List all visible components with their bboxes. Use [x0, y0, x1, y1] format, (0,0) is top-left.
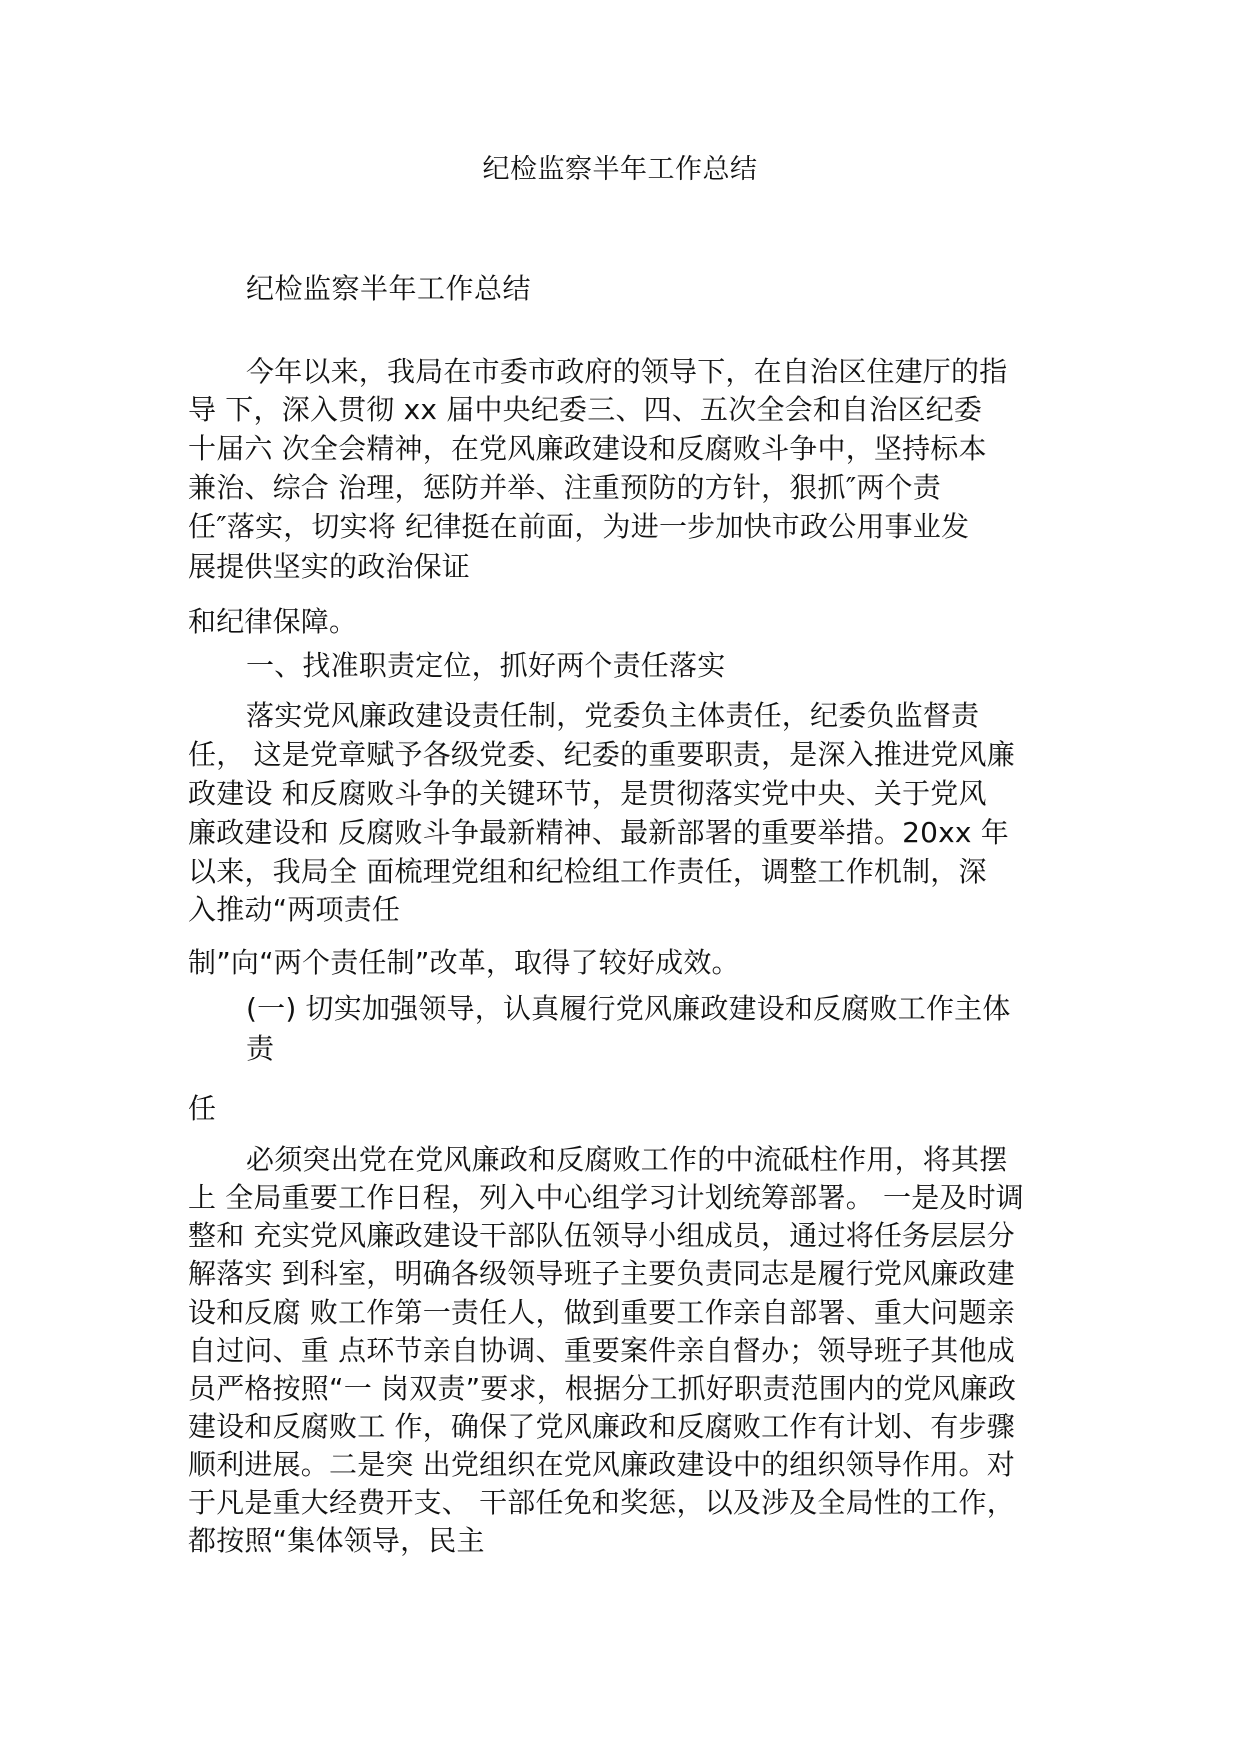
- paragraph-line: 廉政建设和 反腐败斗争最新精神、最新部署的重要举措。20xx 年: [188, 816, 1009, 849]
- paragraph-line: 入推动“两项责任: [188, 893, 401, 926]
- paragraph-line: 必须突出党在党风廉政和反腐败工作的中流砥柱作用，将其摆: [246, 1143, 1008, 1176]
- paragraph-line: 都按照“集体领导，民主: [188, 1524, 485, 1557]
- paragraph-line: 整和 充实党风廉政建设干部队伍领导小组成员，通过将任务层层分: [188, 1219, 1015, 1252]
- paragraph-line: 政建设 和反腐败斗争的关键环节，是贯彻落实党中央、关于党风: [188, 777, 987, 810]
- subsection-heading: (一) 切实加强领导，认真履行党风廉政建设和反腐败工作主体: [246, 992, 1011, 1025]
- paragraph-line: 十届六 次全会精神，在党风廉政建设和反腐败斗争中，坚持标本: [188, 432, 987, 465]
- paragraph-line: 建设和反腐败工 作，确保了党风廉政和反腐败工作有计划、有步骤: [188, 1410, 1015, 1443]
- page-title: 纪检监察半年工作总结: [482, 154, 758, 185]
- paragraph-line: 兼治、综合 治理，惩防并举、注重预防的方针，狠抓″两个责: [188, 471, 941, 504]
- subsection-heading-continued: 责: [246, 1032, 275, 1065]
- paragraph-line: 和纪律保障。: [188, 605, 358, 638]
- document-subtitle: 纪检监察半年工作总结: [246, 272, 532, 305]
- paragraph-line: 以来，我局全 面梳理党组和纪检组工作责任，调整工作机制，深: [188, 855, 987, 888]
- paragraph-line: 上 全局重要工作日程，列入中心组学习计划统筹部署。 一是及时调: [188, 1181, 1025, 1214]
- subsection-heading-continued: 任: [188, 1092, 217, 1125]
- paragraph-line: 自过问、重 点环节亲自协调、重要案件亲自督办；领导班子其他成: [188, 1334, 1015, 1367]
- paragraph-line: 今年以来，我局在市委市政府的领导下，在自治区住建厅的指: [246, 355, 1008, 388]
- paragraph-line: 解落实 到科室，明确各级领导班子主要负责同志是履行党风廉政建: [188, 1257, 1015, 1290]
- paragraph-line: 任″落实，切实将 纪律挺在前面，为进一步加快市政公用事业发: [188, 510, 970, 543]
- paragraph-line: 制”向“两个责任制”改革，取得了较好成效。: [188, 946, 740, 979]
- section-heading: 一、找准职责定位，抓好两个责任落实: [246, 649, 726, 682]
- paragraph-line: 顺利进展。二是突 出党组织在党风廉政建设中的组织领导作用。对: [188, 1448, 1015, 1481]
- paragraph-line: 员严格按照“一 岗双责”要求，根据分工抓好职责范围内的党风廉政: [188, 1372, 1017, 1405]
- paragraph-line: 于凡是重大经费开支、 干部任免和奖惩，以及涉及全局性的工作，: [188, 1486, 1015, 1519]
- paragraph-line: 设和反腐 败工作第一责任人，做到重要工作亲自部署、重大问题亲: [188, 1296, 1015, 1329]
- paragraph-line: 落实党风廉政建设责任制，党委负主体责任，纪委负监督责: [246, 699, 980, 732]
- paragraph-line: 导 下，深入贯彻 xx 届中央纪委三、四、五次全会和自治区纪委: [188, 393, 983, 426]
- paragraph-line: 展提供坚实的政治保证: [188, 550, 471, 583]
- paragraph-line: 任， 这是党章赋予各级党委、纪委的重要职责，是深入推进党风廉: [188, 738, 1015, 771]
